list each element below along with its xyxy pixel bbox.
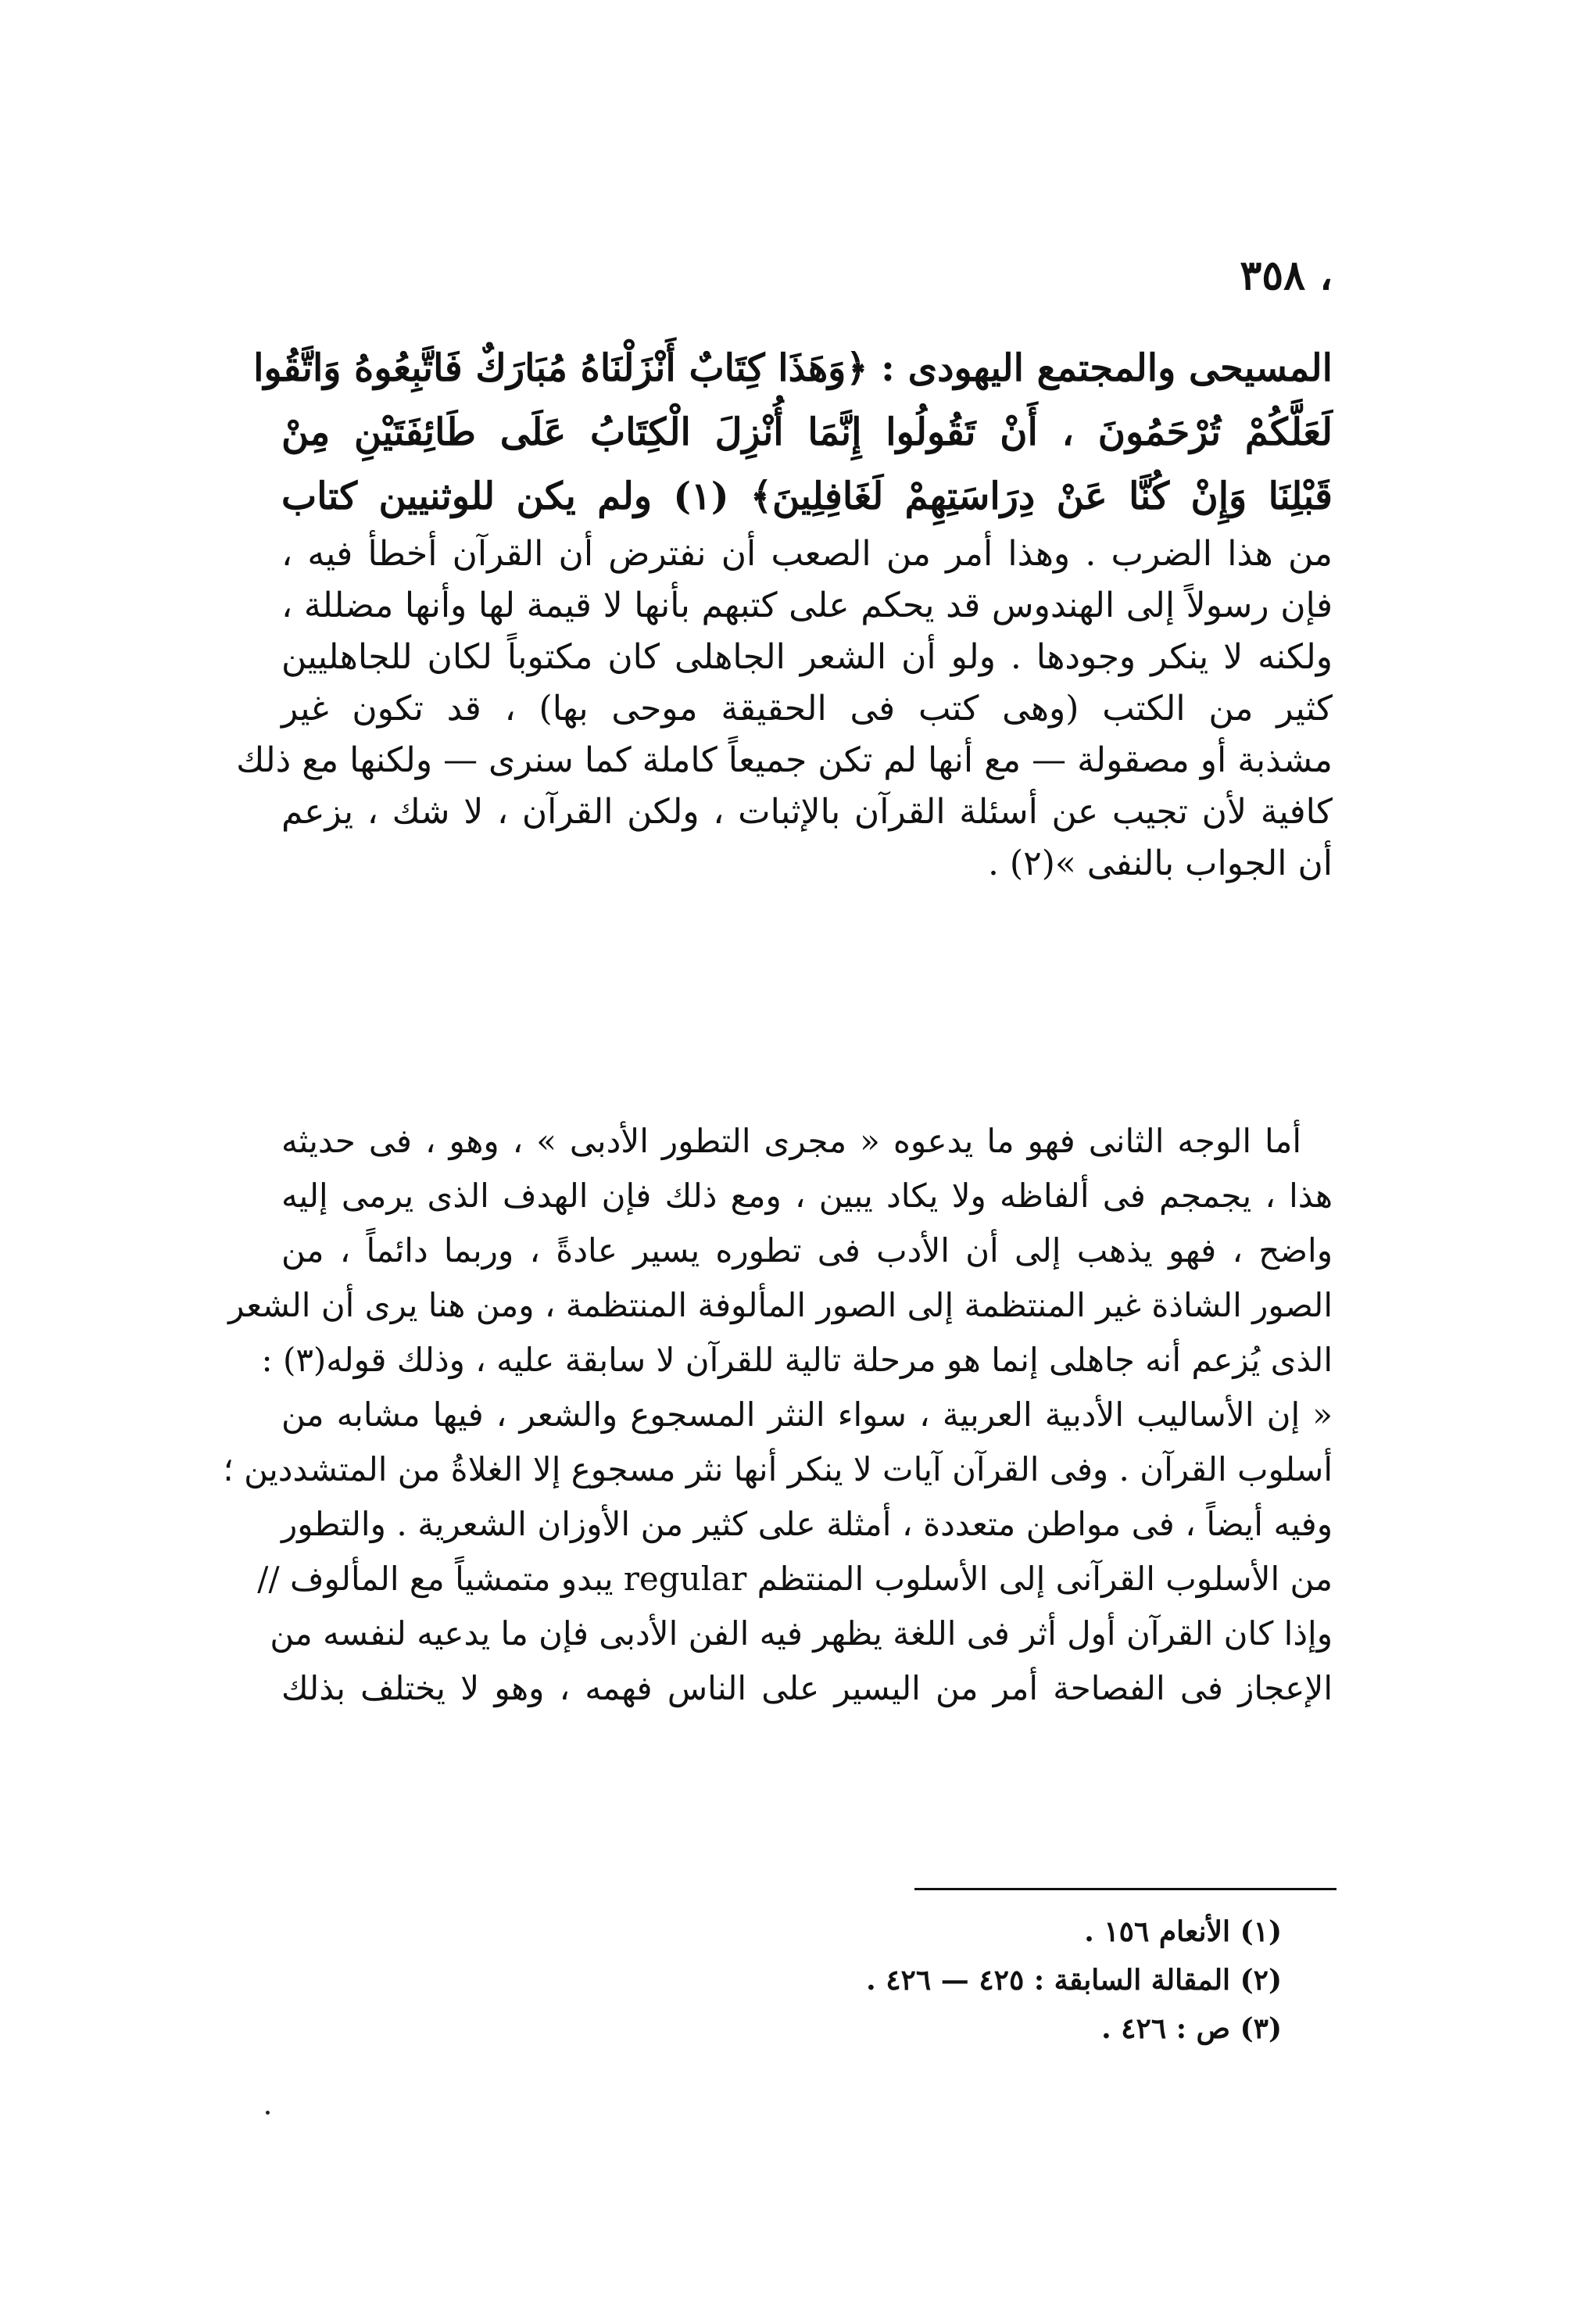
text-line: أما الوجه الثانى فهو ما يدعوه « مجرى التطور الأدبى » ، وهو ، فى حديثه [281, 1122, 1301, 1160]
text-line: فإن رسولاً إلى الهندوس قد يحكم على كتبهم بأنها لا قيمة لها وأنها مضللة ، [281, 586, 1333, 625]
text-line: من هذا الضرب . وهذا أمر من الصعب أن نفترض أن القرآن أخطأ فيه ، [281, 534, 1333, 574]
text-line: المسيحى والمجتمع اليهودى : ﴿وَهَذَا كِتَابٌ أَنْزَلْنَاهُ مُبَارَكٌ فَاتَّبِعُوهُ وَاتَّقُوا [253, 346, 1333, 390]
text-line: وإذا كان القرآن أول أثر فى اللغة يظهر فيه الفن الأدبى فإن ما يدعيه لنفسه من [270, 1614, 1333, 1653]
paragraph-2 [223, 1114, 1333, 1716]
footnotes [703, 1907, 1282, 2053]
footnote-divider [914, 1888, 1337, 1890]
text-line: واضح ، فهو يذهب إلى أن الأدب فى تطوره يسير عادةً ، وربما دائماً ، من [281, 1231, 1333, 1270]
text-line: هذا ، يجمجم فى ألفاظه ولا يكاد يبين ، ومع ذلك فإن الهدف الذى يرمى إليه [281, 1177, 1333, 1215]
page-number: ، ٣٥٨ [1240, 252, 1333, 299]
paragraph-1 [236, 336, 1333, 890]
text-line: أن الجواب بالنفى »(٢) . [987, 843, 1333, 883]
text-line: قَبْلِنَا وَإِنْ كُنَّا عَنْ دِرَاسَتِهِمْ لَغَافِلِينَ﴾ (١) ولم يكن للوثنيين كتاب [281, 475, 1333, 518]
text-line: كثير من الكتب (وهى كتب فى الحقيقة موحى بها) ، قد تكون غير [281, 689, 1333, 729]
text-line: أسلوب القرآن . وفى القرآن آيات لا ينكر أنها نثر مسجوع إلا الغلاةُ من المتشددين ؛ [223, 1450, 1333, 1488]
text-line: من الأسلوب القرآنى إلى الأسلوب المنتظم regular يبدو متمشياً مع المألوف // [257, 1560, 1333, 1598]
text-line: مشذبة أو مصقولة — مع أنها لم تكن جميعاً كاملة كما سنرى — ولكنها مع ذلك [236, 740, 1333, 780]
footnote-3: (٣) ص : ٤٢٦ . [1101, 2012, 1282, 2045]
text-line: الصور الشاذة غير المنتظمة إلى الصور المألوفة المنتظمة ، ومن هنا يرى أن الشعر [228, 1286, 1333, 1324]
text-line: « إن الأساليب الأدبية العربية ، سواء النثر المسجوع والشعر ، فيها مشابه من [281, 1395, 1333, 1434]
footnote-1: (١) الأنعام ١٥٦ . [1084, 1915, 1282, 1948]
text-line: لَعَلَّكُمْ تُرْحَمُونَ ، أَنْ تَقُولُوا إِنَّمَا أُنْزِلَ الْكِتَابُ عَلَى طَائِفَتَيْنِ مِنْ [281, 410, 1333, 454]
text-line: الإعجاز فى الفصاحة أمر من اليسير على الناس فهمه ، وهو لا يختلف بذلك [281, 1669, 1333, 1707]
text-line: وفيه أيضاً ، فى مواطن متعددة ، أمثلة على كثير من الأوزان الشعرية . والتطور [281, 1505, 1333, 1543]
scan-speck [266, 2111, 270, 2115]
text-line: ولكنه لا ينكر وجودها . ولو أن الشعر الجاهلى كان مكتوباً لكان للجاهليين [281, 637, 1333, 677]
footnote-2: (٢) المقالة السابقة : ٤٢٥ — ٤٢٦ . [866, 1964, 1282, 1997]
text-line: الذى يُزعم أنه جاهلى إنما هو مرحلة تالية للقرآن لا سابقة عليه ، وذلك قوله(٣) : [261, 1341, 1333, 1379]
text-line: كافية لأن تجيب عن أسئلة القرآن بالإثبات ، ولكن القرآن ، لا شك ، يزعم [281, 792, 1333, 832]
